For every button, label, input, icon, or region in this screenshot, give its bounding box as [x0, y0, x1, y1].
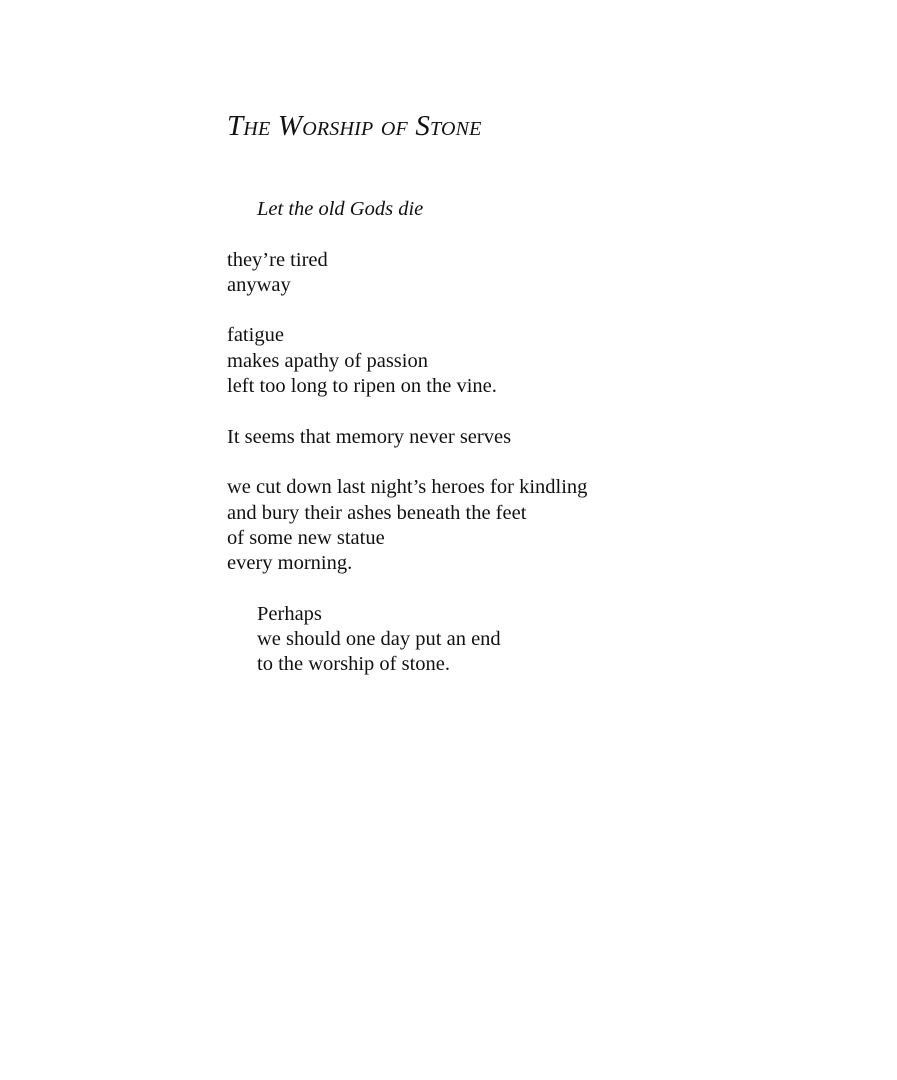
- poem-title: The Worship of Stone: [227, 110, 482, 142]
- poem-line: fatigue: [227, 324, 284, 347]
- poem-line: It seems that memory never serves: [227, 425, 512, 448]
- poem-line: of some new statue: [227, 526, 385, 549]
- poem-body: [227, 197, 867, 678]
- poem-line: Perhaps: [257, 602, 322, 625]
- poem-line: left too long to ripen on the vine.: [227, 375, 497, 398]
- poem-line: they’re tired: [227, 248, 328, 271]
- poem-line: to the worship of stone.: [257, 653, 451, 676]
- poem-line: every morning.: [227, 552, 353, 575]
- poem-line: anyway: [227, 273, 291, 296]
- stanza-break: [227, 450, 867, 475]
- poem-line: and bury their ashes beneath the feet: [227, 501, 527, 524]
- epigraph-line: Let the old Gods die: [257, 198, 424, 220]
- stanza-break: [227, 399, 867, 424]
- poem-line: makes apathy of passion: [227, 349, 428, 372]
- poem-line: we cut down last night’s heroes for kindling: [227, 476, 588, 499]
- stanza-break: [227, 298, 867, 323]
- stanza-break: [227, 576, 867, 601]
- poem-line: we should one day put an end: [257, 628, 501, 651]
- stanza-break: [227, 222, 867, 247]
